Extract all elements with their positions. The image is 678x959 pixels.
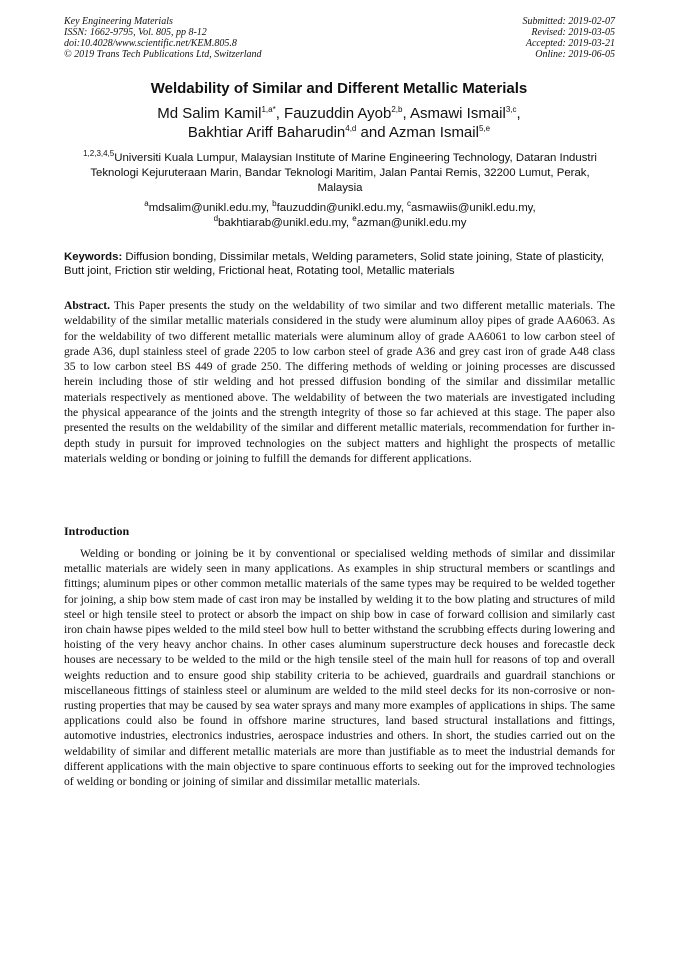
email-entry	[213, 214, 353, 229]
affiliation-text: Universiti Kuala Lumpur, Malaysian Institute of Marine Engineering Technology, Dataran Industri Teknologi Kejuruteraan Marin, Bandar Teknologi Maritim, Jalan Pantai Remis, 32200 Lumut, Perak, Malaysia	[90, 152, 597, 194]
email-address[interactable]: mdsalim@unikl.edu.my	[148, 202, 266, 214]
author	[188, 124, 389, 141]
author-name: Bakhtiar Ariff Baharudin	[187, 124, 346, 141]
author-affil-mark: 5,e	[478, 124, 491, 133]
abstract-label: Abstract.	[64, 299, 111, 312]
email-separator: ,	[400, 202, 408, 214]
author-name: Md Salim Kamil	[157, 105, 262, 122]
email-entry	[144, 199, 273, 214]
publication-dates	[523, 16, 616, 60]
email-mark: c	[407, 199, 412, 209]
email-mark: e	[352, 214, 357, 224]
author-separator: and	[356, 124, 389, 141]
email-list	[70, 201, 610, 231]
keywords-label: Keywords:	[64, 251, 123, 263]
introduction-paragraph: Welding or bonding or joining be it by conventional or specialised welding methods of similar and dissimilar metallic materials are widely seen in many applications. As examples in ship structural members or scantlings and fittings; aluminum pipes or other common metallic materials of the same types may be required to be welded together for joining, a ship bow stem made of cast iron may be installed by welding it to the bow plating and structures of mild steel or high tensile steel to protect or absorb the impact on ship bow in case of forward collision and similarly cast iron chain hawse pipes welded to the mild steel bow hull to better withstand the scrubbing effects during lowering and hoisting of the very heavy anchor chains. In other cases aluminum superstructure deck houses and forecastle deck houses are necessary to be welded to the mild or the high tensile steel of the main hull for reasons of top and overall weights reduction and to ensure good ship stability criteria to be achieved, guardrails and guardrail stanchions or miscellaneous fittings of stainless steel or aluminum are welded to the mild steel decks for its non-corrosive or non-rusting properties that may be caused by sea water sprays and many more examples of applications in ships. The same applications could also be found in offshore marine structures, land based structural installations and fittings, automotive industries, electronics industries, aerospace industries and others. In short, the studies carried out on the weldability of similar and different metallic materials are more than justifiable as to meet the industrial demands for different applications with the main objective to spare continuous efforts to seeking out for the improved technologies of welding or bonding or joining of similar and dissimilar metallic materials.	[64, 547, 615, 789]
abstract	[64, 298, 615, 466]
email-mark: a	[144, 199, 149, 209]
author-affil-mark: 1,a*	[261, 105, 276, 114]
author	[410, 105, 521, 122]
author-name: Azman Ismail	[388, 124, 479, 141]
date-submitted: Submitted: 2019-02-07	[522, 16, 615, 27]
email-mark: d	[213, 214, 219, 224]
author-name: Asmawi Ismail	[410, 105, 506, 122]
email-separator: ,	[532, 202, 536, 214]
author	[157, 105, 284, 122]
journal-issn: ISSN: 1662-9795, Vol. 805, pp 8-12	[64, 27, 207, 38]
author-affil-mark: 4,d	[345, 124, 357, 133]
section-heading-introduction: Introduction	[64, 524, 130, 538]
email-entry	[272, 199, 408, 214]
journal-info	[64, 16, 262, 60]
journal-name: Key Engineering Materials	[64, 16, 173, 27]
email-address[interactable]: bakhtiarab@unikl.edu.my	[218, 217, 346, 229]
email-address[interactable]: asmawiis@unikl.edu.my	[411, 202, 533, 214]
email-entry	[352, 214, 467, 229]
date-accepted: Accepted: 2019-03-21	[525, 38, 615, 49]
author-separator: ,	[275, 105, 285, 122]
email-mark: b	[272, 199, 277, 209]
author	[284, 105, 410, 122]
affiliation	[70, 151, 610, 196]
author	[389, 124, 490, 141]
author-separator: ,	[402, 105, 410, 122]
author-separator: ,	[516, 105, 521, 122]
author-affil-mark: 2,b	[391, 105, 403, 114]
author-affil-mark: 3,c	[505, 105, 517, 114]
email-separator: ,	[265, 202, 273, 214]
keywords	[64, 250, 615, 278]
email-address[interactable]: azman@unikl.edu.my	[356, 217, 467, 229]
date-online: Online: 2019-06-05	[535, 49, 615, 60]
date-revised: Revised: 2019-03-05	[531, 27, 615, 38]
author-name: Fauzuddin Ayob	[284, 105, 392, 122]
journal-copyright: © 2019 Trans Tech Publications Ltd, Switzerland	[64, 49, 262, 60]
affiliation-mark: 1,2,3,4,5	[83, 149, 115, 159]
email-address[interactable]: fauzuddin@unikl.edu.my	[276, 202, 401, 214]
email-entry	[407, 199, 536, 214]
abstract-text: This Paper presents the study on the weldability of two similar and two different metallic materials. The weldability of the similar metallic materials considered in the study were aluminum alloy pipes of grade AA6063. As for the weldability of two different metallic materials were aluminum alloy of grade AA6061 to low carbon steel of grade A36, dupl stainless steel of grade 2205 to low carbon steel of grade A36 and grey cast iron of grade A48 class 35 to low carbon steel BS 449 of grade 250. The differing methods of welding or joining processes are discussed herein including those of stir welding and hot pressed diffusion bonding of the similar and dissimilar metallic materials respectively as mentioned above. The weldability of between the two materials are investigated including the physical appearance of the joints and the strength integrity of those so far achieved at this stage. The paper also presented the results on the weldability of the similar and different metallic materials, recommendation for further in-depth study in pursuit for improved technologies on the subject matters and highlight the prospects of metallic materials welding or bonding or joining to fulfill the demands for different applications.	[64, 299, 615, 465]
email-separator: ,	[345, 217, 353, 229]
paper-title: Weldability of Similar and Different Metallic Materials	[150, 80, 528, 97]
journal-doi[interactable]: doi:10.4028/www.scientific.net/KEM.805.8	[64, 38, 237, 49]
author-list	[40, 104, 638, 142]
keywords-text: Diffusion bonding, Dissimilar metals, Welding parameters, Solid state joining, State of plasticity, Butt joint, Friction stir welding, Frictional heat, Rotating tool, Metallic materials	[64, 251, 605, 277]
